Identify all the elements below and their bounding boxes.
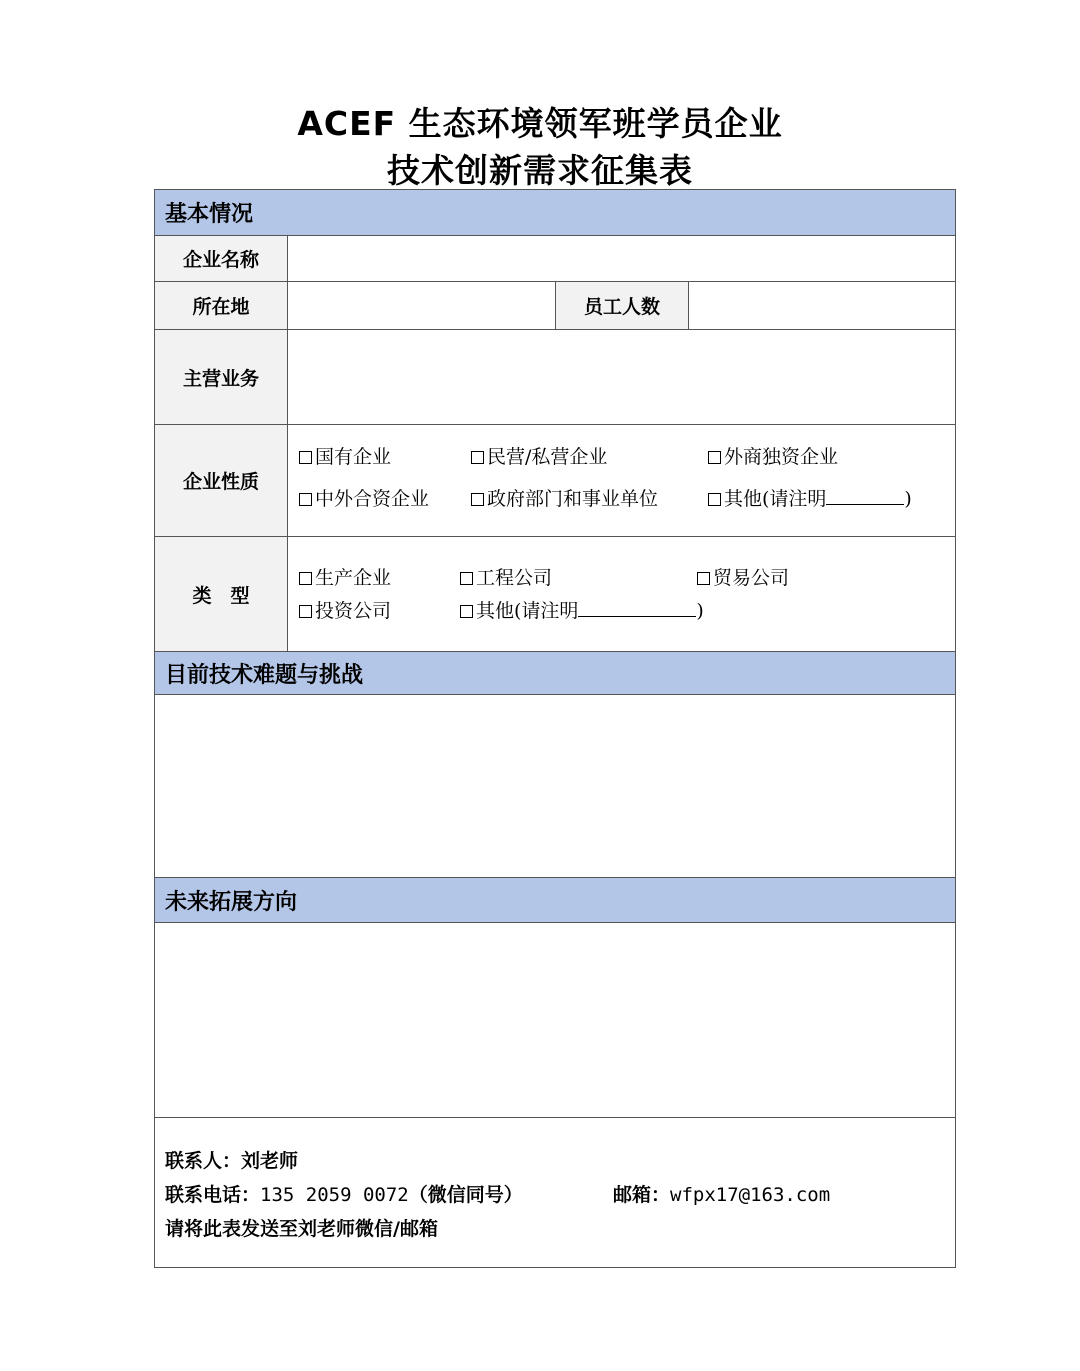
checkbox-icon [460, 605, 473, 618]
checkbox-icon [299, 605, 312, 618]
row-company-type [155, 537, 955, 652]
nature-option-other[interactable]: 其他(请注明 ) [708, 484, 912, 511]
checkbox-icon [299, 572, 312, 585]
type-option-trading[interactable]: 贸易公司 [697, 563, 789, 590]
row-location [155, 282, 955, 330]
row-company-name [155, 236, 955, 282]
checkbox-icon [299, 451, 312, 464]
nature-option-government[interactable]: 政府部门和事业单位 [471, 484, 658, 511]
company-type-label: 类 型 [155, 537, 288, 651]
company-name-label: 企业名称 [155, 236, 288, 281]
type-other-blank[interactable] [578, 598, 696, 617]
nature-option-joint-venture[interactable]: 中外合资企业 [299, 484, 429, 511]
company-name-field[interactable] [288, 236, 955, 281]
future-direction-field[interactable] [155, 923, 955, 1118]
form-title-line2: 技术创新需求征集表 [387, 151, 693, 190]
type-option-engineering[interactable]: 工程公司 [460, 563, 552, 590]
application-form [154, 189, 956, 1268]
location-field[interactable] [288, 282, 555, 329]
row-main-business [155, 330, 955, 425]
nature-other-blank[interactable] [826, 486, 904, 505]
company-nature-label: 企业性质 [155, 425, 288, 536]
nature-option-private[interactable]: 民营/私营企业 [471, 442, 607, 469]
nature-option-state-owned[interactable]: 国有企业 [299, 442, 391, 469]
checkbox-icon [460, 572, 473, 585]
location-label: 所在地 [155, 282, 288, 329]
row-company-nature [155, 425, 955, 537]
type-option-investment[interactable]: 投资公司 [299, 596, 391, 623]
contact-block [155, 1118, 955, 1267]
checkbox-icon [471, 451, 484, 464]
checkbox-icon [299, 493, 312, 506]
employees-field[interactable] [689, 282, 955, 329]
form-title-line1: ACEF 生态环境领军班学员企业 [297, 104, 783, 143]
contact-phone: 联系电话：135 2059 0072（微信同号） [165, 1184, 523, 1206]
checkbox-icon [471, 493, 484, 506]
contact-instruction: 请将此表发送至刘老师微信/邮箱 [165, 1218, 438, 1240]
type-option-manufacturing[interactable]: 生产企业 [299, 563, 391, 590]
checkbox-icon [708, 493, 721, 506]
challenges-field[interactable] [155, 695, 955, 878]
checkbox-icon [708, 451, 721, 464]
type-option-other[interactable]: 其他(请注明 ) [460, 596, 704, 623]
employees-label: 员工人数 [555, 282, 689, 329]
main-business-field[interactable] [288, 330, 955, 424]
checkbox-icon [697, 572, 710, 585]
contact-person: 联系人：刘老师 [165, 1150, 299, 1172]
contact-email: 邮箱：wfpx17@163.com [613, 1184, 831, 1206]
section-future-direction: 未来拓展方向 [155, 878, 955, 923]
main-business-label: 主营业务 [155, 330, 288, 424]
section-challenges: 目前技术难题与挑战 [155, 652, 955, 695]
section-basic-info: 基本情况 [155, 190, 955, 236]
nature-option-foreign-owned[interactable]: 外商独资企业 [708, 442, 838, 469]
